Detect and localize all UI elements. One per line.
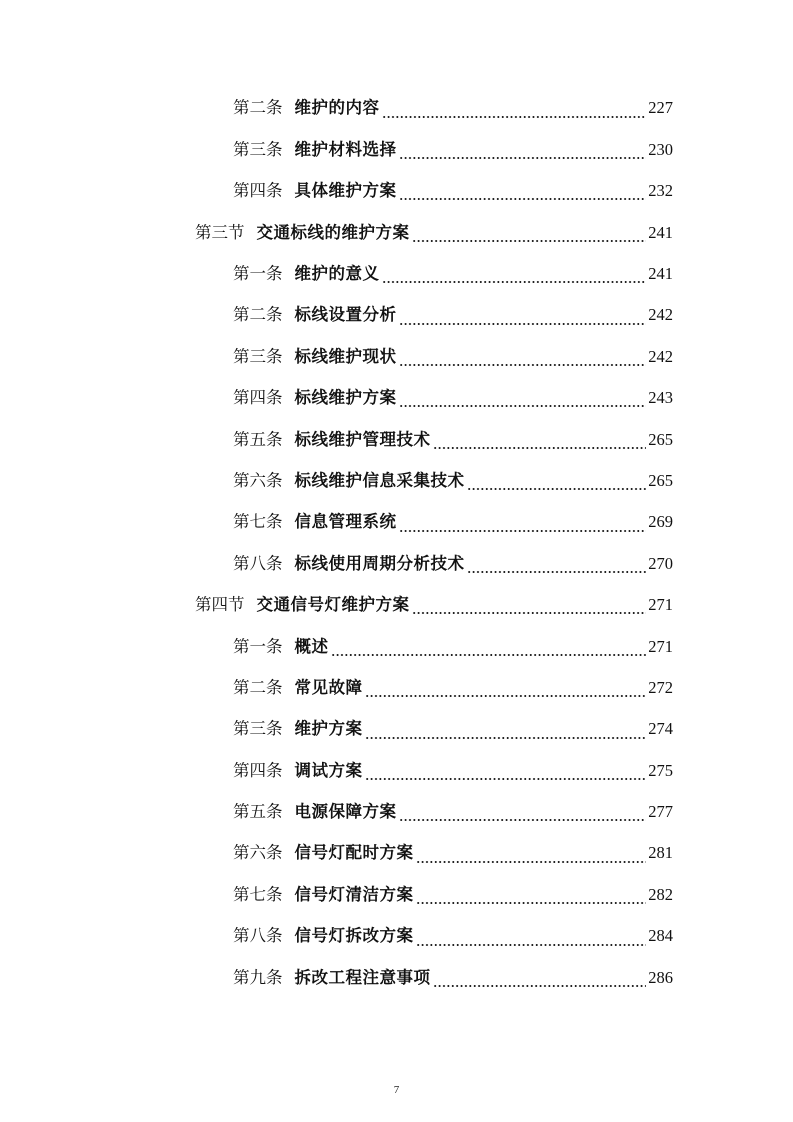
toc-entry-prefix: 第一条 bbox=[233, 636, 283, 656]
toc-entry-title: 信息管理系统 bbox=[294, 512, 397, 532]
toc-entry-page: 271 bbox=[648, 636, 673, 656]
toc-entry-page: 241 bbox=[648, 264, 673, 283]
toc-entry-prefix: 第八条 bbox=[233, 553, 283, 573]
toc-entry-page: 227 bbox=[648, 98, 673, 118]
toc-entry[interactable] bbox=[0, 88, 793, 129]
toc-entry-page: 230 bbox=[648, 139, 673, 159]
toc-entry-title: 信号灯拆改方案 bbox=[294, 926, 414, 946]
dot-leader bbox=[399, 146, 647, 160]
toc-entry-prefix: 第四节 bbox=[195, 595, 245, 615]
toc-entry-page: 243 bbox=[648, 388, 673, 408]
toc-entry[interactable] bbox=[0, 916, 793, 957]
toc-entry-page: 242 bbox=[648, 305, 673, 325]
toc-entry-page: 286 bbox=[648, 967, 673, 987]
dot-leader bbox=[399, 519, 647, 533]
toc-entry-title: 标线维护现状 bbox=[294, 346, 397, 366]
toc-entry[interactable] bbox=[0, 171, 793, 212]
toc-entry[interactable] bbox=[0, 378, 793, 419]
toc-entry-page: 232 bbox=[648, 181, 673, 201]
toc-entry[interactable] bbox=[0, 874, 793, 915]
dot-leader bbox=[399, 394, 647, 408]
dot-leader bbox=[412, 601, 647, 615]
toc-entry-prefix: 第三条 bbox=[233, 139, 283, 159]
toc-entry-title: 标线维护方案 bbox=[294, 388, 397, 408]
dot-leader bbox=[416, 891, 647, 905]
toc-entry-title: 交通信号灯维护方案 bbox=[256, 595, 410, 615]
toc-entry-title: 调试方案 bbox=[294, 760, 363, 780]
toc-entry[interactable] bbox=[0, 502, 793, 543]
toc-entry-prefix: 第三条 bbox=[233, 346, 283, 366]
toc-entry-page: 274 bbox=[648, 719, 673, 739]
page-number: 7 bbox=[393, 1084, 400, 1096]
dot-leader bbox=[382, 270, 647, 284]
toc-entry-title: 拆改工程注意事项 bbox=[294, 967, 431, 987]
dot-leader bbox=[467, 477, 647, 491]
toc-entry-prefix: 第八条 bbox=[233, 926, 283, 946]
toc-entry[interactable] bbox=[0, 667, 793, 708]
toc-entry-title: 电源保障方案 bbox=[294, 802, 397, 822]
toc-entry-prefix: 第五条 bbox=[233, 429, 283, 449]
dot-leader bbox=[399, 808, 647, 822]
toc-entry[interactable] bbox=[0, 254, 793, 295]
dot-leader bbox=[467, 560, 647, 574]
dot-leader bbox=[331, 643, 647, 657]
toc-entry[interactable] bbox=[0, 336, 793, 377]
toc-entry-page: 242 bbox=[648, 346, 673, 366]
toc-entry-title: 常见故障 bbox=[294, 677, 363, 697]
toc-entry[interactable] bbox=[0, 295, 793, 336]
toc-section-entry[interactable] bbox=[0, 212, 793, 253]
toc-entry-title: 标线维护管理技术 bbox=[294, 429, 431, 449]
toc-entry[interactable] bbox=[0, 709, 793, 750]
dot-leader bbox=[433, 974, 647, 988]
toc-entry-title: 标线维护信息采集技术 bbox=[294, 470, 465, 490]
toc-entry-page: 270 bbox=[648, 553, 673, 573]
toc-entry[interactable] bbox=[0, 626, 793, 667]
toc-entry-prefix: 第六条 bbox=[233, 470, 283, 490]
dot-leader bbox=[412, 229, 647, 243]
toc-entry-page: 269 bbox=[648, 512, 673, 532]
toc-entry-page: 281 bbox=[648, 843, 673, 863]
toc-entry[interactable] bbox=[0, 792, 793, 833]
dot-leader bbox=[433, 436, 647, 450]
dot-leader bbox=[365, 726, 647, 740]
toc-entry-prefix: 第九条 bbox=[233, 967, 283, 987]
toc-entry-prefix: 第四条 bbox=[233, 760, 283, 780]
toc-section-entry[interactable] bbox=[0, 585, 793, 626]
toc-entry-title: 信号灯清洁方案 bbox=[294, 884, 414, 904]
table-of-contents bbox=[0, 88, 793, 999]
toc-entry-page: 275 bbox=[648, 760, 673, 780]
toc-entry-title: 具体维护方案 bbox=[294, 181, 397, 201]
toc-entry-prefix: 第二条 bbox=[233, 677, 283, 697]
toc-entry-title: 信号灯配时方案 bbox=[294, 843, 414, 863]
dot-leader bbox=[399, 353, 647, 367]
toc-entry-title: 维护材料选择 bbox=[294, 139, 397, 159]
dot-leader bbox=[365, 767, 647, 781]
toc-entry[interactable] bbox=[0, 957, 793, 998]
dot-leader bbox=[399, 187, 647, 201]
toc-entry-title: 维护的意义 bbox=[294, 264, 380, 283]
toc-entry-prefix: 第五条 bbox=[233, 802, 283, 822]
toc-entry-prefix: 第七条 bbox=[233, 512, 283, 532]
toc-entry-title: 概述 bbox=[294, 636, 329, 656]
toc-entry[interactable] bbox=[0, 543, 793, 584]
toc-entry-prefix: 第二条 bbox=[233, 305, 283, 325]
toc-entry[interactable] bbox=[0, 461, 793, 502]
toc-entry-title: 维护方案 bbox=[294, 719, 363, 739]
toc-entry-page: 284 bbox=[648, 926, 673, 946]
toc-entry-prefix: 第四条 bbox=[233, 388, 283, 408]
toc-entry[interactable] bbox=[0, 419, 793, 460]
toc-entry-prefix: 第七条 bbox=[233, 884, 283, 904]
toc-entry-prefix: 第一条 bbox=[233, 264, 283, 283]
toc-entry-page: 271 bbox=[648, 595, 673, 615]
toc-entry-page: 265 bbox=[648, 429, 673, 449]
dot-leader bbox=[382, 105, 647, 119]
toc-entry-title: 标线设置分析 bbox=[294, 305, 397, 325]
toc-entry-prefix: 第四条 bbox=[233, 181, 283, 201]
dot-leader bbox=[399, 312, 647, 326]
toc-entry-prefix: 第三条 bbox=[233, 719, 283, 739]
toc-entry-prefix: 第三节 bbox=[195, 222, 245, 242]
toc-entry-page: 265 bbox=[648, 470, 673, 490]
dot-leader bbox=[416, 933, 647, 947]
toc-entry-page: 277 bbox=[648, 802, 673, 822]
toc-entry[interactable] bbox=[0, 129, 793, 170]
toc-entry-page: 282 bbox=[648, 884, 673, 904]
dot-leader bbox=[416, 850, 647, 864]
toc-entry[interactable] bbox=[0, 833, 793, 874]
toc-entry-page: 241 bbox=[648, 222, 673, 242]
toc-entry-prefix: 第二条 bbox=[233, 98, 283, 118]
toc-entry-title: 维护的内容 bbox=[294, 98, 380, 118]
toc-entry[interactable] bbox=[0, 750, 793, 791]
dot-leader bbox=[365, 684, 647, 698]
toc-entry-prefix: 第六条 bbox=[233, 843, 283, 863]
toc-entry-title: 交通标线的维护方案 bbox=[256, 222, 410, 242]
toc-entry-title: 标线使用周期分析技术 bbox=[294, 553, 465, 573]
toc-entry-page: 272 bbox=[648, 677, 673, 697]
